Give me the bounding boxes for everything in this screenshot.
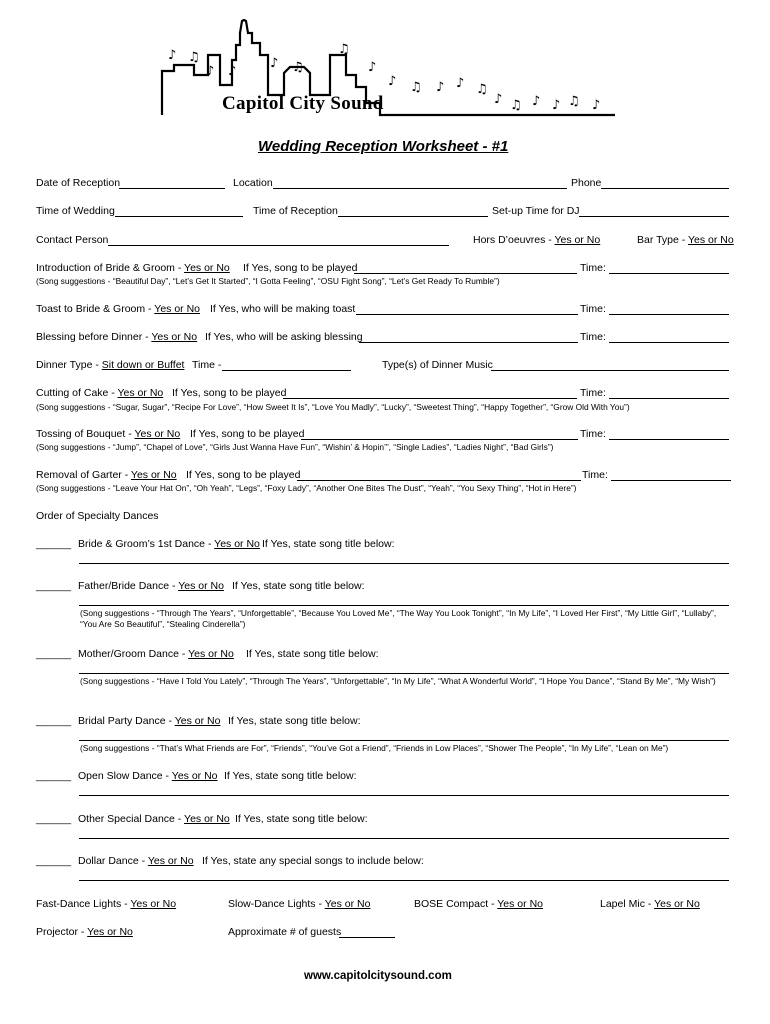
contact-person-label: Contact Person	[36, 234, 109, 246]
svg-text:♪: ♪	[494, 92, 503, 107]
mother-dance-state-song: If Yes, state song title below:	[246, 648, 379, 660]
blessing-label: Blessing before Dinner - Yes or No	[36, 331, 198, 343]
page-title: Wedding Reception Worksheet - #1	[258, 138, 509, 155]
bar-type-label: Bar Type - Yes or No	[637, 234, 734, 246]
svg-text:♪: ♪	[368, 60, 377, 75]
svg-text:♪: ♪	[552, 98, 561, 113]
cake-song-label: If Yes, song to be played	[172, 387, 287, 399]
mother-dance-song-field[interactable]	[79, 673, 729, 674]
slow-dance-state-song: If Yes, state song title below:	[224, 770, 357, 782]
intro-song-field[interactable]	[354, 273, 577, 274]
bouquet-time-label: Time:	[580, 428, 606, 440]
intro-time-label: Time:	[580, 262, 606, 274]
other-dance-song-field[interactable]	[79, 838, 729, 839]
svg-text:♫: ♫	[510, 98, 522, 113]
blessing-time-field[interactable]	[609, 342, 729, 343]
guests-label: Approximate # of guests	[228, 926, 342, 938]
blessing-who-label: If Yes, who will be asking blessing	[205, 331, 363, 343]
toast-time-field[interactable]	[609, 314, 729, 315]
bouquet-suggestions: (Song suggestions - “Jump”, “Chapel of Love”, “Girls Just Wanna Have Fun”, “Wishin’ & Hopin’”, “Single Ladies”, “Ladies Night”, “Bad Girls”)	[36, 442, 554, 452]
toast-yes-no[interactable]: Yes or No	[154, 303, 201, 315]
bouquet-yes-no[interactable]: Yes or No	[134, 428, 181, 440]
slow-lights-yes-no[interactable]: Yes or No	[324, 898, 371, 910]
intro-suggestions: (Song suggestions - “Beautiful Day”, “Let’s Get It Started”, “I Gotta Feeling”, “OSU Fight Song”, “Let’s Get Ready To Rumble”)	[36, 276, 500, 286]
intro-song-label: If Yes, song to be played	[243, 262, 358, 274]
projector-yes-no[interactable]: Yes or No	[87, 926, 133, 938]
dollar-dance-order-field[interactable]: ______	[36, 855, 72, 867]
intro-label: Introduction of Bride & Groom - Yes or No	[36, 262, 230, 274]
dinner-type-label: Dinner Type - Sit down or Buffet	[36, 359, 185, 371]
party-dance-order-field[interactable]: ______	[36, 715, 72, 727]
svg-text:♫: ♫	[292, 60, 304, 75]
date-of-reception-label: Date of Reception	[36, 177, 121, 189]
toast-who-label: If Yes, who will be making toast	[210, 303, 356, 315]
specialty-dances-heading: Order of Specialty Dances	[36, 510, 159, 522]
mother-dance-label: Mother/Groom Dance - Yes or No	[78, 648, 234, 660]
hors-doeuvres-yes-no[interactable]: Yes or No	[554, 234, 601, 246]
toast-time-label: Time:	[580, 303, 606, 315]
dinner-music-field[interactable]	[491, 370, 729, 371]
svg-text:♫: ♫	[410, 80, 422, 95]
dinner-time-field[interactable]	[222, 370, 351, 371]
cake-time-field[interactable]	[609, 398, 729, 399]
bose-yes-no[interactable]: Yes or No	[497, 898, 543, 910]
lapel-mic-label: Lapel Mic - Yes or No	[600, 898, 700, 910]
dollar-dance-yes-no[interactable]: Yes or No	[147, 855, 194, 867]
father-dance-label: Father/Bride Dance - Yes or No	[78, 580, 224, 592]
father-dance-yes-no[interactable]: Yes or No	[178, 580, 224, 592]
dinner-time-label: Time -	[192, 359, 222, 371]
dollar-dance-label: Dollar Dance - Yes or No	[78, 855, 194, 867]
slow-dance-yes-no[interactable]: Yes or No	[171, 770, 218, 782]
svg-text:♪: ♪	[592, 98, 601, 113]
bouquet-label: Tossing of Bouquet - Yes or No	[36, 428, 181, 440]
dollar-dance-song-field[interactable]	[79, 880, 729, 881]
father-dance-song-field[interactable]	[79, 605, 729, 606]
slow-dance-order-field[interactable]: ______	[36, 770, 72, 782]
intro-time-field[interactable]	[609, 273, 729, 274]
svg-text:♪: ♪	[456, 76, 465, 91]
setup-time-label: Set-up Time for DJ	[492, 205, 580, 217]
time-of-reception-label: Time of Reception	[253, 205, 338, 217]
first-dance-state-song: If Yes, state song title below:	[262, 538, 395, 550]
father-dance-order-field[interactable]: ______	[36, 580, 72, 592]
garter-suggestions: (Song suggestions - “Leave Your Hat On”, “Oh Yeah”, “Legs”, “Foxy Lady”, “Another One Bites The Dust”, “Yeah”, “You Sexy Thing”, “Hot in Here”)	[36, 483, 577, 493]
bose-label: BOSE Compact - Yes or No	[414, 898, 543, 910]
location-field[interactable]	[273, 188, 567, 189]
party-dance-song-field[interactable]	[79, 740, 729, 741]
party-dance-label: Bridal Party Dance - Yes or No	[78, 715, 221, 727]
svg-text:♪: ♪	[436, 80, 445, 95]
cake-yes-no[interactable]: Yes or No	[117, 387, 164, 399]
father-dance-state-song: If Yes, state song title below:	[232, 580, 365, 592]
party-dance-state-song: If Yes, state song title below:	[228, 715, 361, 727]
cake-song-field[interactable]	[283, 398, 577, 399]
garter-label: Removal of Garter - Yes or No	[36, 469, 177, 481]
svg-text:♫: ♫	[476, 82, 488, 97]
time-of-wedding-field[interactable]	[115, 216, 243, 217]
dollar-dance-state: If Yes, state any special songs to include below:	[202, 855, 424, 867]
dinner-choice[interactable]: Sit down or Buffet	[101, 359, 185, 371]
party-dance-yes-no[interactable]: Yes or No	[174, 715, 221, 727]
dinner-music-label: Type(s) of Dinner Music	[382, 359, 493, 371]
phone-field[interactable]	[601, 188, 729, 189]
cake-suggestions: (Song suggestions - “Sugar, Sugar”, “Recipe For Love”, “How Sweet It Is”, “Love You Madly”, “Lucky”, “Sweetest Thing”, “Happy Together”, “Grow Old With You”)	[36, 402, 630, 412]
cake-time-label: Time:	[580, 387, 606, 399]
mother-dance-suggestions: (Song suggestions - “Have I Told You Lately”, “Through The Years”, “Unforgettable”, “In My Life”, “What A Wonderful World”, “I Hope You Dance”, “Stand By Me”, “My Wish”)	[80, 676, 716, 686]
projector-label: Projector - Yes or No	[36, 926, 133, 938]
intro-yes-no[interactable]: Yes or No	[184, 262, 230, 274]
first-dance-yes-no[interactable]: Yes or No	[214, 538, 260, 550]
svg-text:♫: ♫	[188, 50, 200, 65]
first-dance-song-field[interactable]	[79, 563, 729, 564]
svg-text:♪: ♪	[270, 56, 279, 71]
time-of-wedding-label: Time of Wedding	[36, 205, 115, 217]
cake-label: Cutting of Cake - Yes or No	[36, 387, 164, 399]
blessing-time-label: Time:	[580, 331, 606, 343]
website-link[interactable]: www.capitolcitysound.com	[304, 970, 452, 982]
phone-label: Phone	[571, 177, 602, 189]
father-dance-suggestions: (Song suggestions - “Through The Years”, “Unforgettable”, “Because You Loved Me”, “The Way You Look Tonight”, “In My Life”, “I Loved Her First”, “My Little Girl”, “Lullaby”, “You Are So Beautiful”, “Stealing Cinderella”)	[80, 608, 717, 629]
garter-song-label: If Yes, song to be played	[186, 469, 301, 481]
contact-person-field[interactable]	[108, 245, 449, 246]
lapel-mic-yes-no[interactable]: Yes or No	[654, 898, 700, 910]
first-dance-order-field[interactable]: ______	[36, 538, 72, 550]
svg-text:♪: ♪	[206, 64, 215, 79]
party-dance-suggestions: (Song suggestions - “That’s What Friends are For”, “Friends”, “You’ve Got a Friend”, “Friends in Low Places”, “Shower The People”, “In My Life”, “Lean on Me”)	[80, 743, 669, 753]
toast-label: Toast to Bride & Groom - Yes or No	[36, 303, 201, 315]
brand-name: Capitol City Sound	[222, 93, 384, 114]
svg-text:♪: ♪	[388, 74, 397, 89]
first-dance-label: Bride & Groom’s 1st Dance - Yes or No	[78, 538, 260, 550]
bouquet-time-field[interactable]	[609, 439, 729, 440]
mother-dance-order-field[interactable]: ______	[36, 648, 72, 660]
garter-time-field[interactable]	[611, 480, 731, 481]
slow-lights-label: Slow-Dance Lights - Yes or No	[228, 898, 371, 910]
slow-dance-label: Open Slow Dance - Yes or No	[78, 770, 218, 782]
bar-type-yes-no[interactable]: Yes or No	[687, 234, 734, 246]
svg-text:♪: ♪	[532, 94, 541, 109]
blessing-who-field[interactable]	[359, 342, 578, 343]
bouquet-song-label: If Yes, song to be played	[190, 428, 305, 440]
guests-field[interactable]	[339, 937, 395, 938]
svg-text:♪: ♪	[228, 64, 237, 79]
other-dance-label: Other Special Dance - Yes or No	[78, 813, 230, 825]
setup-time-field[interactable]	[579, 216, 729, 217]
other-dance-yes-no[interactable]: Yes or No	[184, 813, 230, 825]
hors-doeuvres-label: Hors D’oeuvres - Yes or No	[473, 234, 601, 246]
garter-yes-no[interactable]: Yes or No	[130, 469, 177, 481]
slow-dance-song-field[interactable]	[79, 795, 729, 796]
blessing-yes-no[interactable]: Yes or No	[151, 331, 198, 343]
garter-song-field[interactable]	[297, 480, 581, 481]
mother-dance-yes-no[interactable]: Yes or No	[188, 648, 234, 660]
fast-lights-label: Fast-Dance Lights - Yes or No	[36, 898, 177, 910]
toast-who-field[interactable]	[356, 314, 578, 315]
bouquet-song-field[interactable]	[301, 439, 578, 440]
garter-time-label: Time:	[582, 469, 608, 481]
other-dance-state-song: If Yes, state song title below:	[235, 813, 368, 825]
svg-text:♫: ♫	[568, 94, 580, 109]
time-of-reception-field[interactable]	[338, 216, 488, 217]
svg-text:♪: ♪	[168, 48, 177, 63]
date-of-reception-field[interactable]	[119, 188, 225, 189]
svg-text:♫: ♫	[338, 42, 350, 57]
fast-lights-yes-no[interactable]: Yes or No	[130, 898, 177, 910]
location-label: Location	[233, 177, 273, 189]
other-dance-order-field[interactable]: ______	[36, 813, 72, 825]
